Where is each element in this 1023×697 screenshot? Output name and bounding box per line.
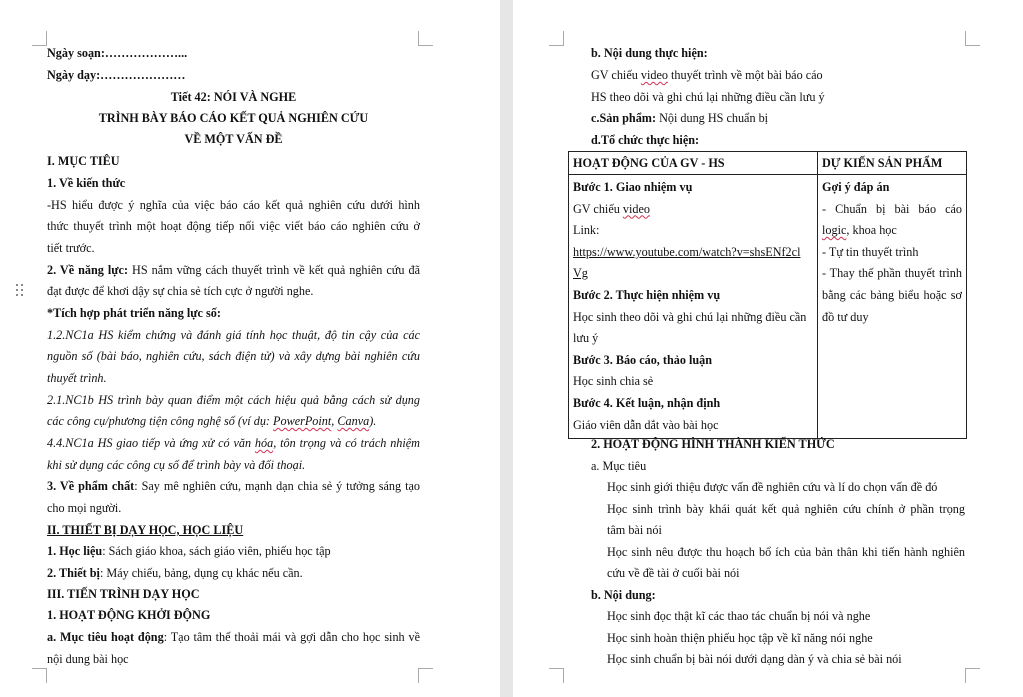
cell-line: lưu ý bbox=[573, 331, 599, 346]
paragraph-line bbox=[591, 67, 823, 83]
table-cell-activities[interactable] bbox=[569, 175, 818, 439]
text-span: : Máy chiếu, bảng, dụng cụ khác nếu cần. bbox=[99, 566, 303, 580]
subheading: b. Nội dung: bbox=[591, 588, 656, 602]
spellcheck-word[interactable]: Canva bbox=[337, 414, 370, 428]
cell-line bbox=[573, 199, 813, 221]
paragraph-line: 2.1.NC1b HS trình bày quan điểm một cách hiệu quả bằng cách sử dụng bbox=[47, 393, 420, 407]
text-span: : Sách giáo khoa, sách giáo viên, phiếu học tập bbox=[102, 544, 331, 558]
date-prepared: Ngày soạn:………………... bbox=[47, 46, 188, 60]
subheading: 1. HOẠT ĐỘNG KHỞI ĐỘNG bbox=[47, 608, 211, 622]
paragraph-line: Học sinh hoàn thiện phiếu học tập về kĩ năng nói nghe bbox=[607, 631, 873, 645]
margin-mark bbox=[32, 668, 47, 683]
move-handle-icon[interactable] bbox=[16, 284, 24, 298]
paragraph-line: thuyết trình. bbox=[47, 371, 107, 385]
cell-line: - Tự tin thuyết trình bbox=[822, 244, 919, 259]
table-row bbox=[569, 175, 967, 439]
text-span: : Tạo tâm thế thoải mái và gợi dẫn cho học sinh về bbox=[163, 630, 420, 644]
margin-mark bbox=[549, 668, 564, 683]
text-span: Nội dung HS chuẩn bị bbox=[656, 111, 769, 125]
paragraph-line: cho mọi người. bbox=[47, 501, 122, 515]
margin-mark bbox=[965, 31, 980, 46]
cell-line: bằng các bảng biểu hoặc sơ bbox=[822, 287, 962, 302]
video-link[interactable]: https://www.youtube.com/watch?v=shsENf2cl bbox=[573, 244, 801, 259]
paragraph-line: Học sinh đọc thật kĩ các thao tác chuẩn bị nói và nghe bbox=[607, 609, 871, 623]
document-page-left bbox=[0, 0, 500, 697]
paragraph-line bbox=[47, 435, 420, 451]
spellcheck-word[interactable]: video bbox=[640, 68, 668, 82]
subheading: b. Nội dung thực hiện: bbox=[591, 46, 708, 60]
margin-mark bbox=[965, 668, 980, 683]
paragraph-line: -HS hiểu được ý nghĩa của việc báo cáo kết quả nghiên cứu dưới hình bbox=[47, 198, 420, 212]
paragraph-line: nguồn số (bài báo, nghiên cứu, sách điện tử) và xây dựng bài nghiên cứu bbox=[47, 349, 420, 363]
spellcheck-word[interactable]: hóa bbox=[254, 436, 274, 450]
paragraph-line: khi sử dụng các công cụ số để trình bày và đối thoại. bbox=[47, 458, 306, 472]
margin-mark bbox=[418, 31, 433, 46]
video-link[interactable]: Vg bbox=[573, 266, 588, 281]
text-span: ). bbox=[369, 414, 377, 428]
paragraph-line: HS theo dõi và ghi chú lại những điều cần lưu ý bbox=[591, 90, 825, 104]
spellcheck-word[interactable]: PowerPoint bbox=[273, 414, 332, 428]
text-span: các công cụ/phương tiện công nghệ số (ví dụ: bbox=[47, 414, 274, 428]
subheading: 2. HOẠT ĐỘNG HÌNH THÀNH KIẾN THỨC bbox=[591, 437, 835, 451]
subheading: c.Sản phẩm: bbox=[591, 111, 657, 125]
cell-line: Học sinh chia sẻ bbox=[573, 374, 654, 389]
paragraph-line bbox=[47, 478, 420, 494]
text-span: , bbox=[331, 414, 338, 428]
subheading: 1. Về kiến thức bbox=[47, 176, 126, 190]
text-span: : Say mê nghiên cứu, mạnh dạn chia sẻ ý tưởng sáng tạo bbox=[134, 479, 420, 493]
subheading: 2. Về năng lực: bbox=[47, 263, 129, 277]
cell-line: Link: bbox=[573, 223, 600, 238]
paragraph-line: đạt được để khơi dậy sự chia sẻ tích cực ở người nghe. bbox=[47, 284, 314, 298]
text-span: , tôn trọng và có trách nhiệm bbox=[273, 436, 420, 450]
subheading: 1. Học liệu bbox=[47, 544, 103, 558]
section-heading: I. MỤC TIÊU bbox=[47, 154, 120, 168]
date-taught: Ngày dạy:………………… bbox=[47, 68, 186, 82]
text-span: 4.4.NC1a HS giao tiếp và ứng xử có văn bbox=[47, 436, 255, 450]
text-span: GV chiếu bbox=[573, 201, 623, 216]
paragraph-line bbox=[47, 262, 420, 278]
text-span: HS nắm vững cách thuyết trình về kết quả nghiên cứu đã bbox=[128, 263, 420, 277]
paragraph-line: tiết trước. bbox=[47, 241, 95, 255]
subheading: *Tích hợp phát triển năng lực số: bbox=[47, 306, 221, 320]
subheading: 3. Về phẩm chất bbox=[47, 479, 135, 493]
margin-mark bbox=[418, 668, 433, 683]
lesson-title: Tiết 42: NÓI VÀ NGHE bbox=[170, 90, 297, 104]
margin-mark bbox=[32, 31, 47, 46]
cell-line: Giáo viên dẫn dắt vào bài học bbox=[573, 417, 719, 432]
step-heading: Bước 1. Giao nhiệm vụ bbox=[573, 180, 693, 194]
paragraph-line: Học sinh nêu được thu hoạch bổ ích của bản thân khi tiến hành nghiên bbox=[607, 545, 965, 559]
table-header-row bbox=[569, 152, 967, 175]
step-heading: Bước 3. Báo cáo, thảo luận bbox=[573, 352, 712, 367]
step-heading: Bước 2. Thực hiện nhiệm vụ bbox=[573, 287, 721, 302]
section-heading: II. THIẾT BỊ DẠY HỌC, HỌC LIỆU bbox=[47, 523, 244, 537]
lesson-subtitle-2: VỀ MỘT VẤN ĐỀ bbox=[184, 132, 283, 146]
step-heading: Bước 4. Kết luận, nhận định bbox=[573, 395, 721, 410]
subheading: a. Mục tiêu bbox=[591, 459, 647, 473]
activity-table bbox=[568, 151, 967, 439]
paragraph-line: Học sinh trình bày khái quát kết quả nghiên cứu chính ở phần trọng bbox=[607, 502, 965, 516]
paragraph-line bbox=[47, 413, 376, 429]
text-span: thuyết trình về một bài báo cáo bbox=[667, 68, 823, 82]
paragraph-line: cứu về đề tài ở cuối bài nói bbox=[607, 566, 740, 580]
cell-line bbox=[822, 220, 962, 242]
cell-line: đồ tư duy bbox=[822, 309, 869, 324]
answer-heading: Gợi ý đáp án bbox=[822, 180, 890, 194]
subheading: a. Mục tiêu hoạt động bbox=[47, 630, 164, 644]
document-page-right bbox=[513, 0, 1023, 697]
paragraph-line bbox=[47, 629, 420, 645]
paragraph-line: 1.2.NC1a HS kiểm chứng và đánh giá tính học thuật, độ tin cậy của các bbox=[47, 328, 420, 342]
paragraph-line: Học sinh giới thiệu được vấn đề nghiên cứu và lí do chọn vấn đề đó bbox=[607, 480, 938, 494]
paragraph-line: Học sinh chuẩn bị bài nói dưới dạng dàn ý và chia sẻ bài nói bbox=[607, 652, 902, 666]
text-span: , khoa học bbox=[846, 223, 897, 238]
paragraph-line: tâm bài nói bbox=[607, 523, 662, 537]
text-span: GV chiếu bbox=[591, 68, 641, 82]
subheading: 2. Thiết bị bbox=[47, 566, 100, 580]
section-heading: III. TIẾN TRÌNH DẠY HỌC bbox=[47, 587, 200, 601]
spellcheck-word[interactable]: logic bbox=[822, 223, 847, 238]
lesson-subtitle: TRÌNH BÀY BÁO CÁO KẾT QUẢ NGHIÊN CỨU bbox=[98, 111, 369, 125]
cell-line: Học sinh theo dõi và ghi chú lại những điều cần bbox=[573, 309, 807, 324]
paragraph-line bbox=[47, 565, 303, 581]
paragraph-line bbox=[591, 110, 768, 126]
cell-line: - Chuẩn bị bài báo cáo bbox=[822, 201, 962, 216]
paragraph-line: thức thuyết trình một hoạt động tiếp nối việc viết báo cáo nghiên cứu ở bbox=[47, 219, 420, 233]
table-header-cell: HOẠT ĐỘNG CỦA GV - HS bbox=[569, 152, 818, 175]
paragraph-line bbox=[47, 543, 331, 559]
table-cell-products[interactable] bbox=[818, 175, 967, 439]
cell-line: - Thay thế phần thuyết trình bbox=[822, 266, 962, 281]
subheading: d.Tổ chức thực hiện: bbox=[591, 133, 700, 147]
table-header-cell: DỰ KIẾN SẢN PHẨM bbox=[818, 152, 967, 175]
margin-mark bbox=[549, 31, 564, 46]
paragraph-line: nội dung bài học bbox=[47, 652, 129, 666]
spellcheck-word[interactable]: video bbox=[622, 201, 650, 216]
